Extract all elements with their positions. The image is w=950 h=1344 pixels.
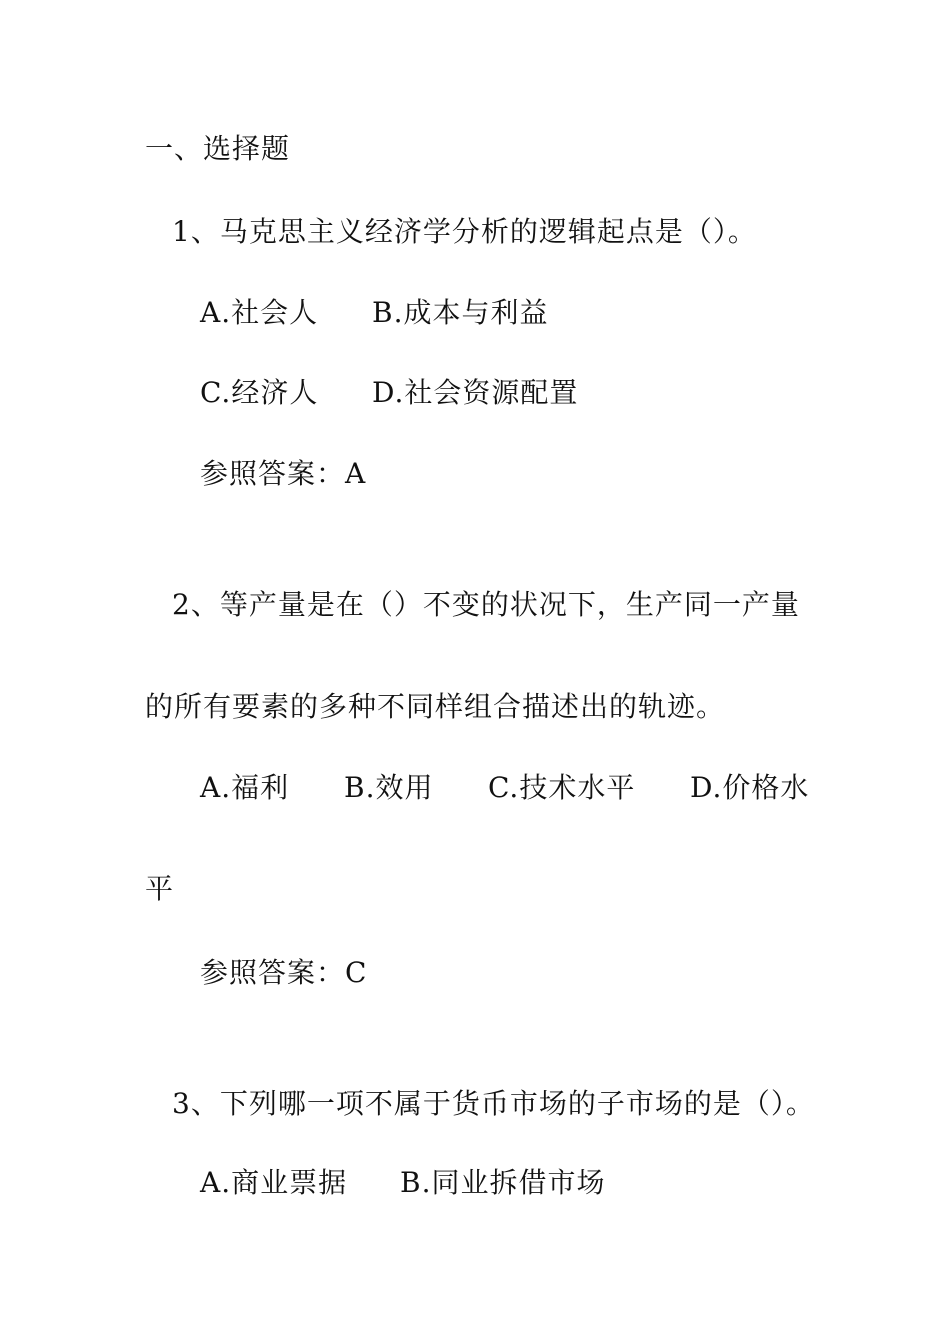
question-1-option-b: B.成本与利益 (372, 296, 549, 329)
question-2-stem-line-2: 的所有要素的多种不同样组合描述出的轨迹。 (145, 690, 726, 723)
question-2-answer: 参照答案：C (200, 956, 368, 989)
question-2-option-d: D.价格水 (690, 771, 810, 804)
question-2-option-c: C.技术水平 (488, 771, 636, 804)
question-2-option-wrap: 平 (145, 872, 175, 905)
question-1-option-a: A.社会人 (200, 296, 319, 329)
question-2-option-a: A.福利 (200, 771, 290, 804)
question-1-stem: 1、马克思主义经济学分析的逻辑起点是（）。 (172, 215, 757, 248)
section-title: 一、选择题 (145, 132, 291, 165)
question-3-option-a: A.商业票据 (200, 1166, 348, 1199)
question-3-option-b: B.同业拆借市场 (400, 1166, 606, 1199)
question-3-stem: 3、下列哪一项不属于货币市场的子市场的是（）。 (172, 1087, 815, 1120)
question-1-option-c: C.经济人 (200, 376, 319, 409)
question-1-answer: 参照答案：A (200, 457, 367, 490)
question-1-option-d: D.社会资源配置 (372, 376, 579, 409)
question-2-stem-line-1: 2、等产量是在（）不变的状况下，生产同一产量 (172, 588, 800, 621)
question-2-option-b: B.效用 (344, 771, 434, 804)
